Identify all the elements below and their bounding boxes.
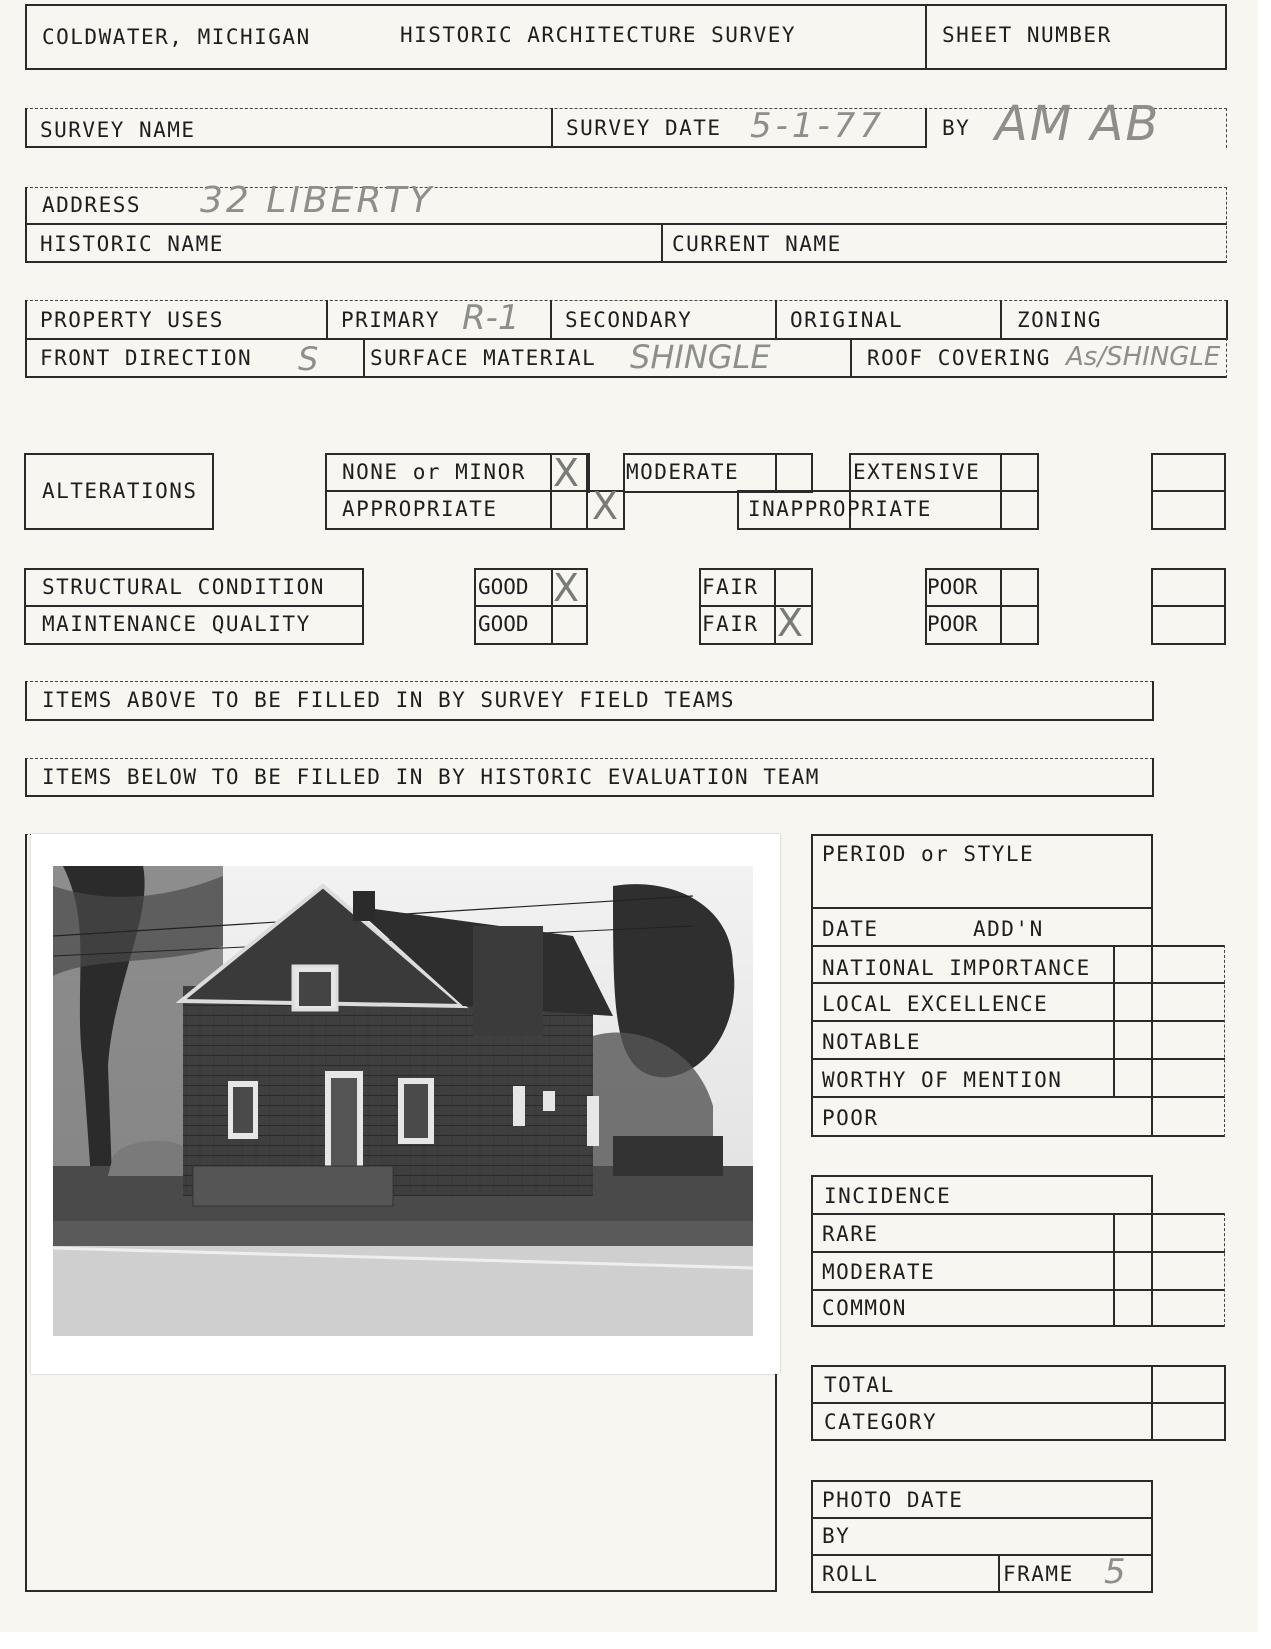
structural-condition-label: STRUCTURAL CONDITION [42,575,325,599]
worthy-of-mention-label: WORTHY OF MENTION [822,1068,1063,1092]
maintenance-poor-label: POOR [927,612,978,636]
date-label: DATE [822,917,879,941]
structural-good-check: X [553,566,580,610]
primary-label: PRIMARY [341,308,441,332]
survey-by-value: AM AB [995,96,1161,152]
front-direction-value: S [298,340,319,378]
roof-covering-value: As/SHINGLE [1066,342,1221,372]
addn-label: ADD'N [973,917,1044,941]
frame-label: FRAME [1003,1562,1074,1586]
survey-by-label: BY [942,116,971,140]
incidence-moderate-label: MODERATE [822,1260,936,1284]
survey-date-label: SURVEY DATE [566,116,722,140]
structural-fair-label: FAIR [702,575,759,599]
none-or-minor-check: X [553,451,580,495]
note-above: ITEMS ABOVE TO BE FILLED IN BY SURVEY FIELD TEAMS [42,688,736,712]
none-or-minor-label: NONE or MINOR [342,460,526,484]
scan-bottom-edge [0,1632,1271,1649]
photo-by-label: BY [822,1524,851,1548]
header-title: HISTORIC ARCHITECTURE SURVEY [400,23,797,47]
frame-value: 5 [1104,1552,1126,1592]
national-importance-label: NATIONAL IMPORTANCE [822,956,1091,980]
house-photo-image [53,866,753,1336]
structural-good-label: GOOD [478,575,529,599]
current-name-label: CURRENT NAME [672,232,842,256]
extensive-label: EXTENSIVE [853,460,981,484]
rare-label: RARE [822,1222,879,1246]
period-style-label: PERIOD or STYLE [822,842,1035,866]
surface-material-label: SURFACE MATERIAL [370,346,597,370]
alterations-label: ALTERATIONS [42,479,198,503]
sheet-number-label: SHEET NUMBER [942,23,1112,47]
notable-label: NOTABLE [822,1030,922,1054]
secondary-label: SECONDARY [565,308,693,332]
zoning-label: ZONING [1017,308,1102,332]
front-direction-label: FRONT DIRECTION [40,346,253,370]
eval-poor-label: POOR [822,1106,879,1130]
appropriate-check: X [592,484,619,528]
historic-name-label: HISTORIC NAME [40,232,224,256]
maintenance-fair-label: FAIR [702,612,759,636]
maintenance-fair-check: X [777,601,804,645]
moderate-label: MODERATE [626,460,740,484]
header-location: COLDWATER, MICHIGAN [42,25,311,49]
survey-date-value: 5-1-77 [750,106,886,146]
maintenance-quality-label: MAINTENANCE QUALITY [42,612,311,636]
incidence-label: INCIDENCE [824,1184,952,1208]
structural-poor-label: POOR [927,575,978,599]
scan-edge [1258,0,1271,1649]
photo-date-label: PHOTO DATE [822,1488,964,1512]
total-label: TOTAL [824,1373,895,1397]
roof-covering-label: ROOF COVERING [867,346,1051,370]
original-label: ORIGINAL [790,308,904,332]
primary-value: R-1 [462,298,520,338]
maintenance-good-label: GOOD [478,612,529,636]
local-excellence-label: LOCAL EXCELLENCE [822,992,1049,1016]
address-label: ADDRESS [42,193,142,217]
header-divider [925,4,927,70]
note-below: ITEMS BELOW TO BE FILLED IN BY HISTORIC EVALUATION TEAM [42,765,820,789]
property-uses-label: PROPERTY USES [40,308,224,332]
surface-material-value: SHINGLE [630,338,771,376]
house-photograph [31,834,780,1374]
common-label: COMMON [822,1296,907,1320]
category-label: CATEGORY [824,1410,938,1434]
survey-name-label: SURVEY NAME [40,118,196,142]
address-value: 32 LIBERTY [200,180,435,221]
appropriate-label: APPROPRIATE [342,497,498,521]
roll-label: ROLL [822,1562,879,1586]
inappropriate-label: INAPPROPRIATE [748,497,932,521]
